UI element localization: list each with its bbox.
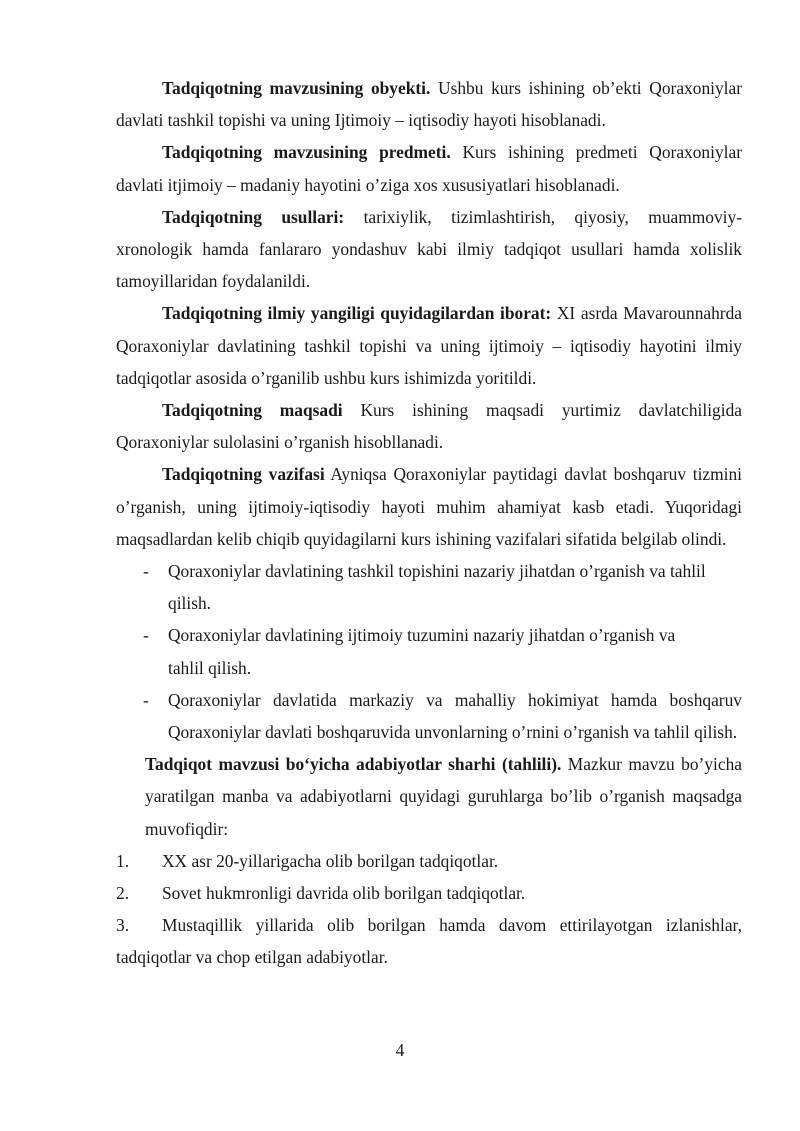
paragraph-heading: Tadqiqotning usullari: [162, 206, 345, 227]
paragraph-maqsadi [116, 394, 742, 458]
list-number: 2. [116, 883, 130, 904]
numbered-list-item [116, 909, 742, 973]
numbered-list-item [116, 845, 742, 877]
paragraph-text: tarixiylik, tizimlashtirish, qiyosiy, muammoviy-xronologik hamda fanlararo yondashuv kabi ilmiy tadqiqot usullari hamda xolislik tamoyillaridan foydalanildi. [116, 206, 742, 292]
paragraph-text: Mazkur mavzu bo’yicha yaratilgan manba va adabiyotlarni quyidagi guruhlarga bo’lib o’rganish maqsadga muvofiqdir: [145, 754, 742, 839]
task-text: Qoraxoniylar davlatining ijtimoiy tuzumini nazariy jihatdan o’rganish va tahlil qilish. [168, 625, 676, 678]
paragraph-obyekt [116, 72, 742, 136]
paragraph-usullari [116, 201, 742, 298]
list-dash-marker: - [143, 689, 149, 710]
list-number: 3. [116, 915, 130, 936]
paragraph-text: Ayniqsa Qoraxoniylar paytidagi davlat boshqaruv tizmini o’rganish, uning ijtimoiy-iqtisodiy hayoti muhim ahamiyat kasb etadi. Yuqoridagi maqsadlardan kelib chiqib quyidagilarni kurs ishining vazifalari sifatida belgilab olindi. [116, 464, 742, 549]
paragraph-text: Kurs ishining maqsadi yurtimiz davlatchiligida Qoraxoniylar sulolasini o’rganish hisobllanadi. [116, 400, 742, 453]
task-list-item [116, 684, 742, 748]
task-list-item [116, 555, 742, 619]
numbered-item-text: XX asr 20-yillarigacha olib borilgan tadqiqotlar. [162, 850, 499, 871]
task-list-item [116, 619, 742, 683]
paragraph-text: Ushbu kurs ishining ob’ekti Qoraxoniylar davlati tashkil topishi va uning Ijtimoiy – iqtisodiy hayoti hisoblanadi. [116, 78, 743, 131]
paragraph-vazifasi [116, 458, 742, 555]
list-number: 1. [116, 850, 130, 871]
task-text: Qoraxoniylar davlatida markaziy va mahalliy hokimiyat hamda boshqaruv Qoraxoniylar davlati boshqaruvida unvonlarning o’rnini o’rganish va tahlil qilish. [168, 689, 742, 743]
list-dash-marker: - [143, 561, 149, 582]
paragraph-heading: Tadqiqot mavzusi bo‘yicha adabiyotlar sharhi (tahlili). [145, 754, 562, 775]
paragraph-literature [116, 748, 742, 845]
paragraph-text: Kurs ishining predmeti Qoraxoniylar davlati itjimoiy – madaniy hayotini o’ziga xos xususiyatlari hisoblanadi. [116, 142, 743, 195]
page-number: 4 [395, 1040, 405, 1060]
paragraph-yangiligi [116, 297, 742, 394]
paragraph-heading: Tadqiqotning vazifasi [162, 464, 325, 485]
task-text: Qoraxoniylar davlatining tashkil topishini nazariy jihatdan o’rganish va tahlil qilish. [168, 561, 706, 614]
numbered-item-text: Sovet hukmronligi davrida olib borilgan tadqiqotlar. [162, 883, 526, 904]
numbered-item-text: Mustaqillik yillarida olib borilgan hamda davom ettirilayotgan izlanishlar, tadqiqotlar va chop etilgan adabiyotlar. [116, 915, 742, 968]
paragraph-predmet [116, 136, 742, 200]
paragraph-heading: Tadqiqotning maqsadi [162, 400, 343, 421]
list-dash-marker: - [143, 625, 149, 646]
paragraph-heading: Tadqiqotning ilmiy yangiligi quyidagilardan iborat: [162, 303, 552, 324]
page-body [116, 72, 742, 974]
numbered-list-item [116, 877, 742, 909]
paragraph-text: XI asrda Mavarounnahrda Qoraxoniylar davlatining tashkil topishi va uning ijtimoiy – iqtisodiy hayotini ilmiy tadqiqotlar asosida o’rganilib ushbu kurs ishimizda yoritildi. [116, 303, 743, 388]
paragraph-heading: Tadqiqotning mavzusining obyekti. [162, 78, 431, 98]
paragraph-heading: Tadqiqotning mavzusining predmeti. [162, 142, 451, 163]
